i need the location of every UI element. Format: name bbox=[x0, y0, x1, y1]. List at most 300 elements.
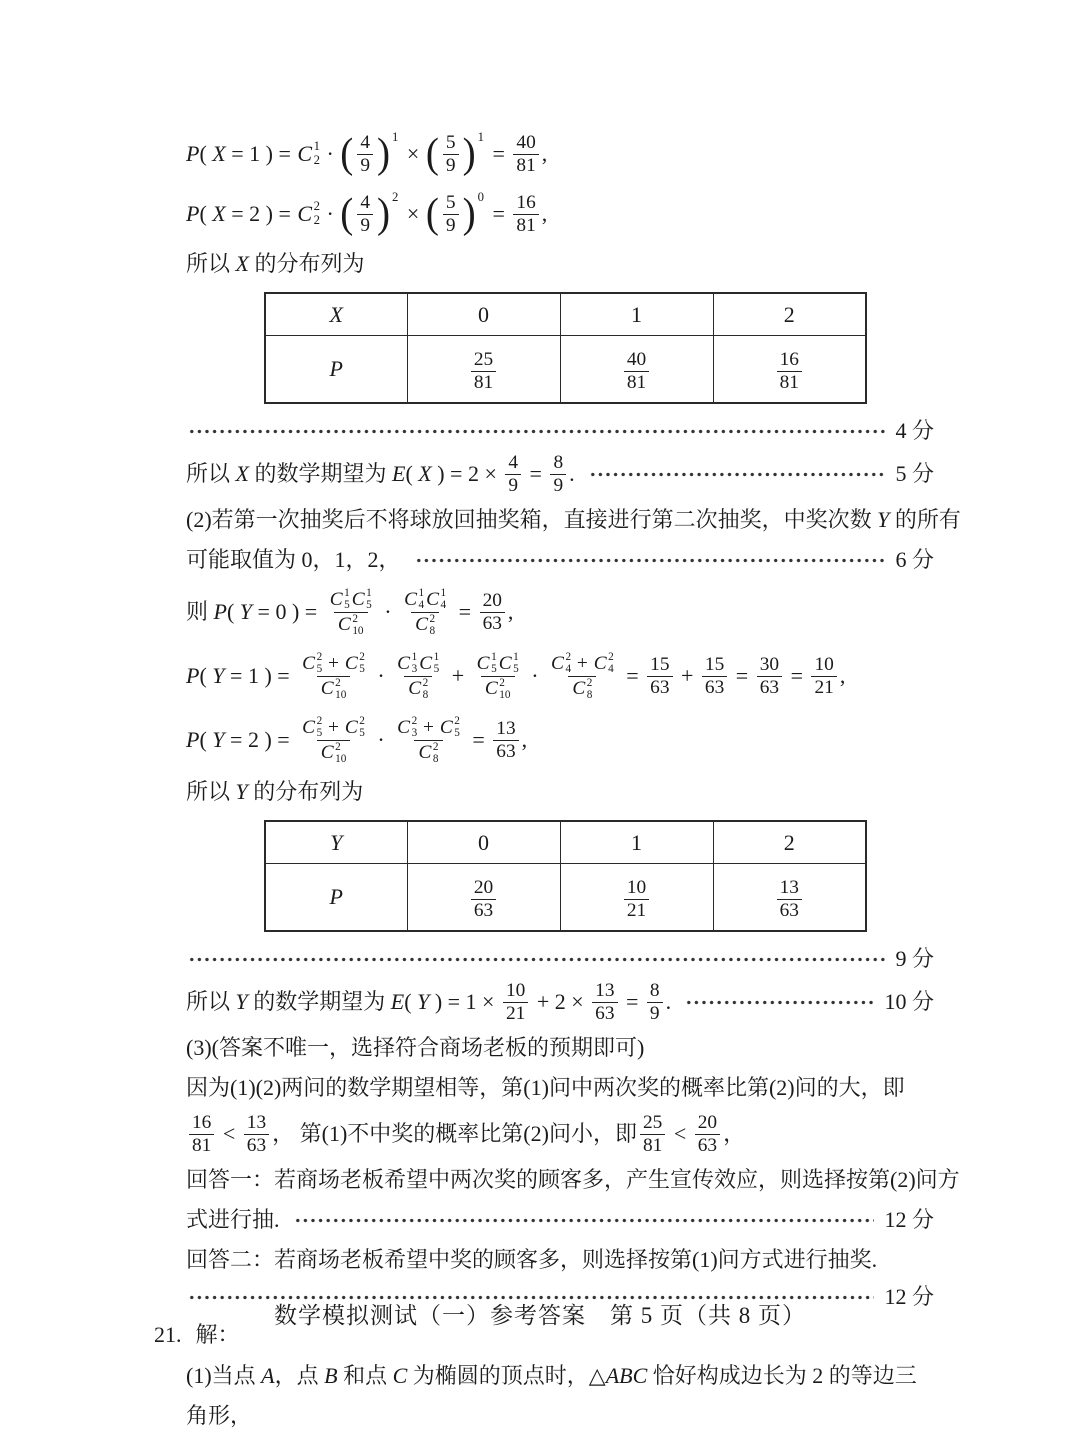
subscript: 3 bbox=[411, 663, 418, 676]
text-run: , bbox=[521, 727, 528, 753]
denominator bbox=[317, 740, 351, 765]
numerator: 15 bbox=[704, 653, 725, 675]
numerator: 16 bbox=[192, 1111, 212, 1133]
text-run: = 1 ) = bbox=[224, 663, 296, 689]
text-run: = bbox=[620, 989, 644, 1015]
subscript: 4 bbox=[418, 599, 425, 612]
text-run: · bbox=[525, 663, 545, 689]
text-run: (2)若第一次抽奖后不将球放回抽奖箱，直接进行第二次抽奖，中奖次数 bbox=[186, 507, 878, 533]
dotted-leader bbox=[685, 1000, 874, 1005]
denominator bbox=[481, 676, 515, 701]
text-run: . bbox=[569, 461, 575, 487]
text-run: + bbox=[418, 716, 439, 738]
score-label: 12 分 bbox=[884, 1207, 934, 1233]
denominator: 81 bbox=[513, 214, 538, 237]
numerator: 5 bbox=[445, 131, 456, 153]
fraction bbox=[640, 1112, 665, 1156]
text-run: ( bbox=[199, 201, 213, 227]
text-run: ( bbox=[405, 461, 419, 487]
math-variable: Y bbox=[235, 989, 248, 1015]
text-run: 所以 bbox=[186, 251, 236, 277]
fraction bbox=[513, 132, 538, 176]
text-run: 恰好构成边长为 2 的等边三 bbox=[647, 1363, 917, 1389]
text-run: 因为(1)(2)两问的数学期望相等，第(1)问中两次奖的概率比第(2)问的大，即 bbox=[186, 1075, 905, 1101]
combination-scripts bbox=[359, 651, 365, 675]
subscript: 2 bbox=[313, 213, 320, 227]
numerator: 13 bbox=[496, 717, 516, 739]
numerator: 10 bbox=[505, 979, 526, 1001]
combination bbox=[321, 741, 347, 765]
numerator bbox=[326, 587, 376, 611]
text-run: 可能取值为 0，1，2， bbox=[186, 547, 401, 573]
denominator: 21 bbox=[811, 676, 836, 699]
table-cell bbox=[560, 335, 713, 403]
text-run: = bbox=[785, 663, 809, 689]
big-paren: ( bbox=[425, 190, 439, 238]
combination bbox=[404, 587, 424, 611]
subscript: 10 bbox=[335, 752, 347, 765]
numerator: 8 bbox=[553, 451, 564, 473]
text-run: 所以 bbox=[186, 779, 236, 805]
score-label: 12 分 bbox=[884, 1284, 934, 1310]
fraction bbox=[393, 651, 443, 701]
text-run: 的数学期望为 bbox=[248, 461, 392, 487]
fraction bbox=[624, 349, 649, 393]
text-dist-list-x bbox=[186, 244, 934, 284]
subscript: 10 bbox=[352, 624, 364, 637]
combination-letter: C bbox=[302, 716, 316, 738]
combination-letter: C bbox=[415, 613, 429, 635]
line-body bbox=[186, 1166, 960, 1194]
superscript: 1 bbox=[491, 651, 497, 664]
denominator: 81 bbox=[189, 1134, 214, 1157]
dotted-leader bbox=[415, 558, 886, 563]
exponent: 1 bbox=[392, 129, 399, 144]
denominator: 63 bbox=[647, 676, 672, 699]
fraction bbox=[393, 715, 464, 765]
numerator bbox=[393, 651, 443, 675]
fraction bbox=[513, 192, 538, 236]
denominator bbox=[317, 676, 351, 701]
superscript: 1 bbox=[440, 587, 447, 600]
line-body bbox=[186, 546, 401, 574]
combination bbox=[485, 677, 511, 701]
math-variable: Y bbox=[212, 663, 225, 689]
text-run: (1)当点 bbox=[186, 1363, 262, 1389]
subscript: 8 bbox=[432, 752, 439, 765]
math-variable: Y bbox=[239, 599, 253, 625]
math-variable: B bbox=[324, 1363, 338, 1389]
table-cell bbox=[407, 863, 560, 931]
text-run: 所以 bbox=[186, 461, 236, 487]
combination bbox=[408, 677, 428, 701]
superscript: 2 bbox=[429, 612, 436, 625]
subscript: 5 bbox=[316, 663, 323, 676]
combination-scripts bbox=[359, 715, 365, 739]
numerator: 15 bbox=[650, 653, 670, 675]
combination-letter: C bbox=[404, 588, 417, 610]
text-run: 的数学期望为 bbox=[247, 989, 391, 1015]
big-paren: ) bbox=[462, 190, 476, 238]
numerator bbox=[298, 651, 369, 675]
denominator: 9 bbox=[505, 474, 521, 497]
numerator: 30 bbox=[759, 653, 780, 675]
table-cell: Y bbox=[265, 821, 407, 863]
combination-scripts bbox=[344, 587, 350, 611]
combination-letter: C bbox=[320, 741, 334, 763]
text-run: · bbox=[320, 141, 340, 167]
combination-letter: C bbox=[302, 652, 316, 674]
line-body bbox=[186, 1246, 877, 1274]
numerator bbox=[393, 715, 464, 739]
table-header-row bbox=[265, 293, 866, 335]
combination bbox=[418, 741, 438, 765]
exponent: 0 bbox=[477, 189, 484, 204]
text-run: < bbox=[668, 1121, 692, 1147]
big-paren: ( bbox=[340, 190, 354, 238]
subscript: 10 bbox=[335, 688, 347, 701]
score-label: 4 分 bbox=[895, 418, 934, 444]
distribution-table bbox=[264, 292, 867, 404]
dotted-leader bbox=[294, 1218, 875, 1223]
superscript: 1 bbox=[344, 587, 350, 600]
text-run: 角形， bbox=[186, 1403, 253, 1429]
numerator: 13 bbox=[779, 877, 799, 899]
math-variable: A bbox=[261, 1363, 275, 1389]
combination bbox=[338, 613, 364, 637]
math-variable: P bbox=[186, 663, 200, 689]
combination bbox=[302, 715, 322, 739]
combination-letter: C bbox=[439, 716, 453, 738]
table-cell bbox=[560, 863, 713, 931]
combination bbox=[477, 651, 497, 675]
table-cell: 1 bbox=[560, 821, 713, 863]
combination-scripts bbox=[317, 715, 323, 739]
formula-p-x-2 bbox=[186, 184, 934, 244]
superscript: 1 bbox=[513, 651, 519, 664]
fraction bbox=[480, 590, 505, 634]
subscript: 8 bbox=[586, 688, 593, 701]
combination-letter: C bbox=[593, 652, 607, 674]
text-run: ( bbox=[199, 727, 213, 753]
text-run: = bbox=[620, 663, 645, 689]
math-variable: Y bbox=[877, 507, 890, 533]
combination-scripts bbox=[317, 651, 323, 675]
combination bbox=[440, 715, 460, 739]
fraction bbox=[471, 349, 496, 393]
text-run: = bbox=[453, 599, 477, 625]
combination bbox=[397, 651, 417, 675]
numerator: 4 bbox=[360, 131, 370, 153]
formula-p-y-2 bbox=[186, 708, 934, 772]
combination-letter: C bbox=[297, 141, 313, 167]
numerator: 10 bbox=[626, 877, 647, 899]
superscript: 2 bbox=[499, 676, 505, 689]
fraction bbox=[811, 654, 836, 698]
table-cell bbox=[713, 863, 866, 931]
numerator bbox=[547, 651, 618, 675]
superscript: 2 bbox=[586, 676, 593, 689]
superscript: 2 bbox=[335, 676, 341, 689]
numerator: 40 bbox=[516, 131, 536, 153]
table-header-row bbox=[265, 821, 866, 863]
para-3-note bbox=[186, 1028, 934, 1068]
table-cell bbox=[407, 335, 560, 403]
math-variable: X bbox=[212, 201, 226, 227]
math-variable: X bbox=[212, 141, 226, 167]
fraction bbox=[757, 654, 782, 698]
superscript: 2 bbox=[316, 651, 323, 664]
text-run: ， bbox=[723, 1121, 746, 1147]
line-body bbox=[186, 250, 364, 278]
fraction bbox=[298, 651, 369, 701]
table-prob-row bbox=[265, 335, 866, 403]
numerator: 40 bbox=[626, 349, 647, 371]
numerator: 16 bbox=[779, 349, 799, 371]
numerator: 16 bbox=[516, 191, 536, 213]
text-run: 的分布列为 bbox=[248, 251, 365, 277]
text-run: ) = 1 × bbox=[429, 989, 500, 1015]
big-paren: ) bbox=[377, 130, 391, 178]
combination-scripts bbox=[423, 677, 429, 701]
answer-content bbox=[154, 124, 961, 1436]
line-body bbox=[186, 980, 671, 1024]
superscript: 2 bbox=[454, 715, 460, 728]
superscript: 1 bbox=[366, 587, 372, 600]
text-run: + bbox=[446, 663, 470, 689]
formula-p-y-0 bbox=[186, 580, 934, 644]
score-label: 9 分 bbox=[895, 946, 934, 972]
denominator: 9 bbox=[443, 154, 459, 177]
text-run: = bbox=[487, 201, 511, 227]
combination-letter: C bbox=[344, 716, 358, 738]
table-cell: 2 bbox=[713, 821, 866, 863]
numerator bbox=[400, 587, 450, 611]
subscript: 4 bbox=[608, 663, 614, 676]
answer-1-line-1 bbox=[186, 1160, 960, 1200]
denominator: 21 bbox=[624, 899, 649, 922]
denominator: 81 bbox=[777, 371, 802, 394]
fraction bbox=[777, 877, 802, 921]
combination bbox=[297, 140, 320, 168]
big-paren: ( bbox=[425, 130, 439, 178]
formula-p-x-1 bbox=[186, 124, 934, 184]
denominator: 9 bbox=[550, 474, 566, 497]
math-variable: Y bbox=[417, 989, 430, 1015]
combination-scripts bbox=[433, 741, 439, 765]
denominator: 63 bbox=[757, 676, 782, 699]
table-cell: P bbox=[265, 863, 407, 931]
line-body bbox=[186, 1362, 917, 1390]
combination bbox=[499, 651, 519, 675]
text-run: + bbox=[572, 652, 593, 674]
fraction bbox=[244, 1112, 269, 1156]
text-run: , bbox=[541, 201, 548, 227]
combination bbox=[330, 587, 350, 611]
distribution-table-x bbox=[186, 292, 934, 404]
numerator: 4 bbox=[508, 451, 519, 473]
combination-scripts bbox=[565, 651, 571, 675]
dotted-leader bbox=[188, 429, 885, 434]
combination-scripts bbox=[608, 651, 614, 675]
combination-scripts bbox=[491, 651, 497, 675]
text-run: 的所有 bbox=[889, 507, 961, 533]
distribution-table-y bbox=[186, 820, 934, 932]
text-run: = bbox=[487, 141, 511, 167]
numerator: 25 bbox=[473, 349, 494, 371]
math-variable: Y bbox=[235, 779, 248, 805]
fraction bbox=[695, 1112, 720, 1156]
fraction bbox=[624, 877, 649, 921]
numerator: 5 bbox=[445, 191, 456, 213]
line-body bbox=[186, 651, 845, 701]
text-run: + bbox=[323, 716, 344, 738]
fraction bbox=[505, 452, 521, 496]
combination-scripts bbox=[366, 587, 372, 611]
text-run: 则 bbox=[186, 599, 214, 625]
denominator bbox=[414, 740, 442, 765]
text-run: . bbox=[665, 989, 672, 1015]
denominator: 81 bbox=[640, 1134, 665, 1157]
line-body bbox=[186, 189, 548, 238]
line-body bbox=[186, 1206, 280, 1234]
denominator: 63 bbox=[702, 676, 727, 699]
numerator bbox=[298, 715, 369, 739]
subscript: 4 bbox=[440, 599, 447, 612]
table-prob-row bbox=[265, 863, 866, 931]
combination-letter: C bbox=[484, 677, 498, 699]
score-line-4 bbox=[186, 414, 934, 448]
combination-scripts bbox=[335, 677, 346, 701]
fraction bbox=[647, 654, 672, 698]
formula-expectation-y bbox=[186, 976, 934, 1028]
denominator: 63 bbox=[244, 1134, 269, 1157]
denominator: 9 bbox=[357, 154, 373, 177]
combination-letter: C bbox=[498, 652, 512, 674]
math-variable: P bbox=[213, 599, 227, 625]
combination-letter: C bbox=[320, 677, 334, 699]
superscript: 2 bbox=[411, 715, 418, 728]
denominator: 63 bbox=[493, 740, 518, 763]
text-run: ) = 2 × bbox=[431, 461, 503, 487]
subscript: 3 bbox=[411, 727, 418, 740]
fraction bbox=[357, 132, 373, 176]
table-cell: 1 bbox=[560, 293, 713, 335]
denominator: 9 bbox=[357, 214, 373, 237]
text-run: + bbox=[323, 652, 344, 674]
superscript: 1 bbox=[313, 139, 320, 154]
superscript: 2 bbox=[316, 715, 323, 728]
denominator: 81 bbox=[624, 371, 649, 394]
subscript: 8 bbox=[429, 624, 436, 637]
numerator: 25 bbox=[642, 1111, 663, 1133]
combination-scripts bbox=[434, 651, 440, 675]
combination bbox=[419, 651, 439, 675]
subscript: 5 bbox=[491, 663, 497, 676]
fraction bbox=[443, 192, 459, 236]
combination-letter: C bbox=[397, 652, 411, 674]
text-run: = bbox=[466, 727, 491, 753]
combination-scripts bbox=[352, 613, 363, 637]
text-run: 为椭圆的顶点时，△ bbox=[407, 1363, 606, 1389]
answer-1-line-2 bbox=[186, 1200, 934, 1240]
dotted-leader bbox=[188, 957, 885, 962]
line-body bbox=[186, 778, 363, 806]
math-variable: C bbox=[392, 1363, 408, 1389]
combination-letter: C bbox=[572, 677, 586, 699]
subscript: 5 bbox=[359, 727, 365, 740]
combination-letter: C bbox=[351, 588, 365, 610]
text-run: , bbox=[507, 599, 514, 625]
text-run: 解： bbox=[195, 1322, 240, 1348]
fraction bbox=[189, 1112, 214, 1156]
combination-letter: C bbox=[408, 677, 422, 699]
combination bbox=[397, 715, 417, 739]
superscript: 2 bbox=[359, 651, 365, 664]
table-cell bbox=[713, 335, 866, 403]
math-variable: E bbox=[390, 989, 405, 1015]
denominator: 9 bbox=[443, 214, 459, 237]
text-run: , bbox=[541, 141, 548, 167]
text-run: 的分布列为 bbox=[247, 779, 364, 805]
text-run: ( bbox=[199, 141, 213, 167]
text-run: 和点 bbox=[337, 1363, 393, 1389]
superscript: 2 bbox=[359, 715, 365, 728]
combination-letter: C bbox=[297, 201, 313, 227]
text-run: = bbox=[730, 663, 754, 689]
fraction bbox=[647, 980, 663, 1024]
math-variable: E bbox=[391, 461, 406, 487]
combination bbox=[297, 200, 320, 228]
exponent: 1 bbox=[477, 129, 484, 144]
text-run: ( bbox=[226, 599, 240, 625]
text-run: = bbox=[524, 461, 548, 487]
subscript: 10 bbox=[499, 688, 511, 701]
combination-letter: C bbox=[426, 588, 440, 610]
fraction bbox=[777, 349, 802, 393]
denominator: 63 bbox=[777, 899, 802, 922]
text-run: 式进行抽. bbox=[186, 1207, 280, 1233]
formula-p-y-1 bbox=[186, 644, 934, 708]
combination bbox=[572, 677, 592, 701]
formula-expectation-x bbox=[186, 448, 934, 500]
subscript: 5 bbox=[366, 599, 372, 612]
subscript: 4 bbox=[565, 663, 572, 676]
combination-letter: C bbox=[476, 652, 490, 674]
subscript: 5 bbox=[454, 727, 460, 740]
superscript: 2 bbox=[313, 199, 320, 214]
fraction bbox=[702, 654, 727, 698]
text-run: × bbox=[401, 201, 425, 227]
text-run: + bbox=[675, 663, 699, 689]
text-run: · bbox=[371, 663, 391, 689]
text-run: · bbox=[378, 599, 398, 625]
text-run: = 1 ) = bbox=[225, 141, 297, 167]
text-run: = 2 ) = bbox=[225, 201, 297, 227]
math-variable: Y bbox=[212, 727, 225, 753]
score-label: 5 分 bbox=[895, 461, 934, 487]
combination-letter: C bbox=[419, 652, 433, 674]
numerator: 13 bbox=[595, 979, 615, 1001]
combination bbox=[345, 715, 365, 739]
fraction bbox=[592, 980, 617, 1024]
fraction bbox=[493, 718, 518, 762]
table-cell: 2 bbox=[713, 293, 866, 335]
combination-letter: C bbox=[329, 588, 343, 610]
combination-scripts bbox=[499, 677, 510, 701]
numerator: 10 bbox=[814, 653, 834, 675]
numerator: 4 bbox=[360, 191, 370, 213]
